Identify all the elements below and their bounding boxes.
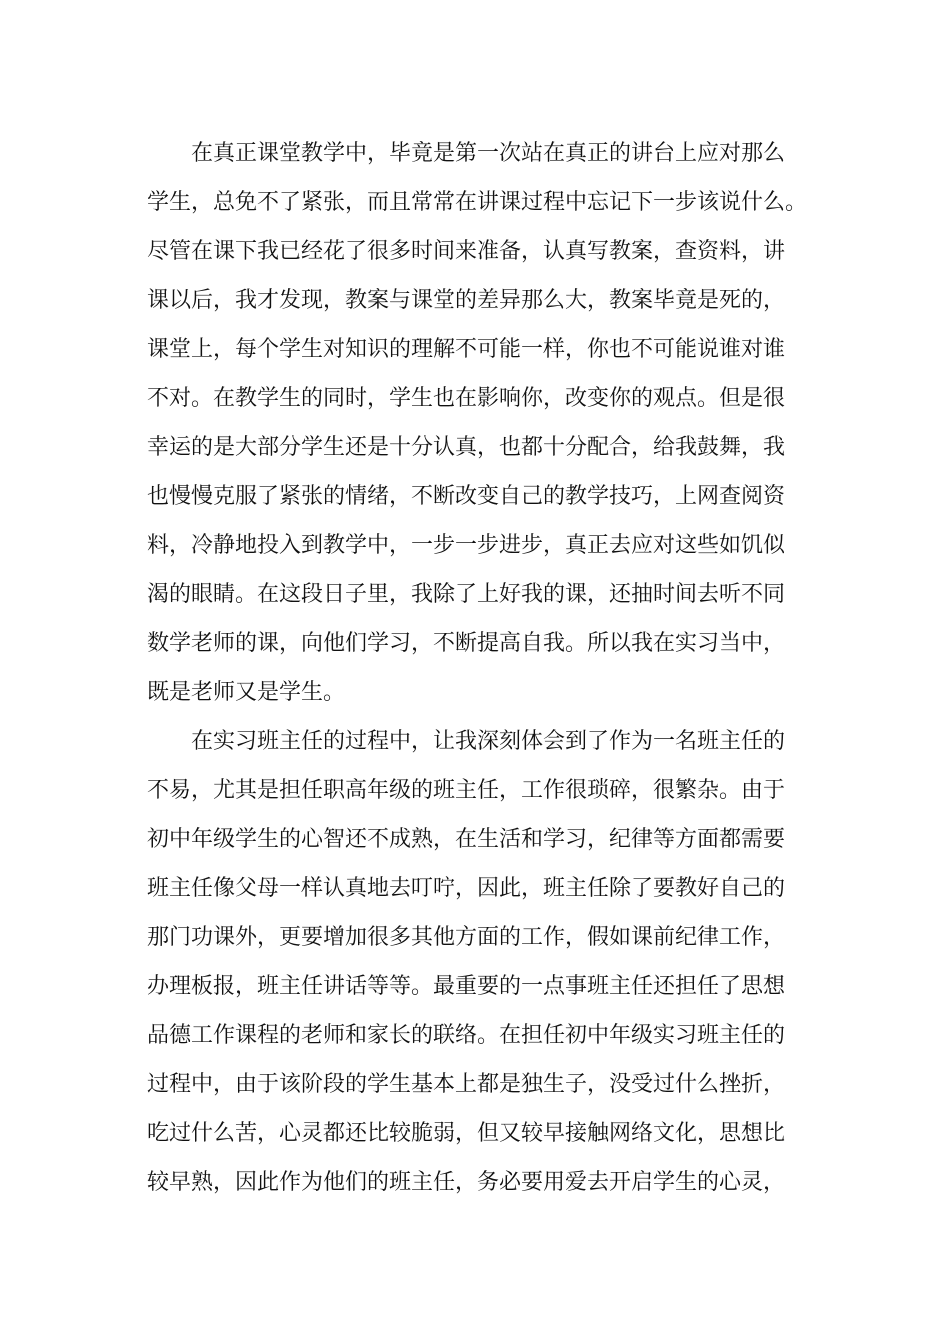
paragraph-line: 不对。在教学生的同时，学生也在影响你，改变你的观点。但是很 [147,386,786,411]
paragraph-line: 课堂上，每个学生对知识的理解不可能一样，你也不可能说谁对谁 [147,337,786,362]
paragraph-line: 办理板报，班主任讲话等等。最重要的一点事班主任还担任了思想 [147,974,786,999]
paragraph-line: 也慢慢克服了紧张的情绪，不断改变自己的教学技巧，上网查阅资 [147,484,786,509]
paragraph-line: 数学老师的课，向他们学习，不断提高自我。所以我在实习当中， [147,631,786,656]
paragraph-line: 班主任像父母一样认真地去叮咛，因此，班主任除了要教好自己的 [147,876,786,901]
paragraph-line: 既是老师又是学生。 [147,680,346,705]
paragraph-line: 在实习班主任的过程中，让我深刻体会到了作为一名班主任的 [191,729,786,754]
paragraph-line: 幸运的是大部分学生还是十分认真，也都十分配合，给我鼓舞，我 [147,435,786,460]
paragraph-line: 初中年级学生的心智还不成熟，在生活和学习，纪律等方面都需要 [147,827,786,852]
paragraph-line: 渴的眼睛。在这段日子里，我除了上好我的课，还抽时间去听不同 [147,582,786,607]
paragraph-line: 学生，总免不了紧张，而且常常在讲课过程中忘记下一步该说什么。 [147,190,808,215]
paragraph-line: 料，冷静地投入到教学中，一步一步进步，真正去应对这些如饥似 [147,533,786,558]
paragraph-line: 吃过什么苦，心灵都还比较脆弱，但又较早接触网络文化，思想比 [147,1121,786,1146]
paragraph-line: 不易，尤其是担任职高年级的班主任，工作很琐碎，很繁杂。由于 [147,778,786,803]
paragraph-2 [147,722,812,1212]
paragraph-line: 过程中，由于该阶段的学生基本上都是独生子，没受过什么挫折， [147,1072,786,1097]
paragraph-line: 尽管在课下我已经花了很多时间来准备，认真写教案，查资料，讲 [147,239,786,264]
paragraph-line: 课以后，我才发现，教案与课堂的差异那么大，教案毕竟是死的， [147,288,786,313]
paragraph-line: 品德工作课程的老师和家长的联络。在担任初中年级实习班主任的 [147,1023,786,1048]
paragraph-line: 较早熟，因此作为他们的班主任，务必要用爱去开启学生的心灵， [147,1170,786,1195]
paragraph-1 [147,134,812,722]
paragraph-line: 在真正课堂教学中，毕竟是第一次站在真正的讲台上应对那么 [191,141,786,166]
document-body [147,134,812,1212]
paragraph-line: 那门功课外，更要增加很多其他方面的工作，假如课前纪律工作， [147,925,786,950]
